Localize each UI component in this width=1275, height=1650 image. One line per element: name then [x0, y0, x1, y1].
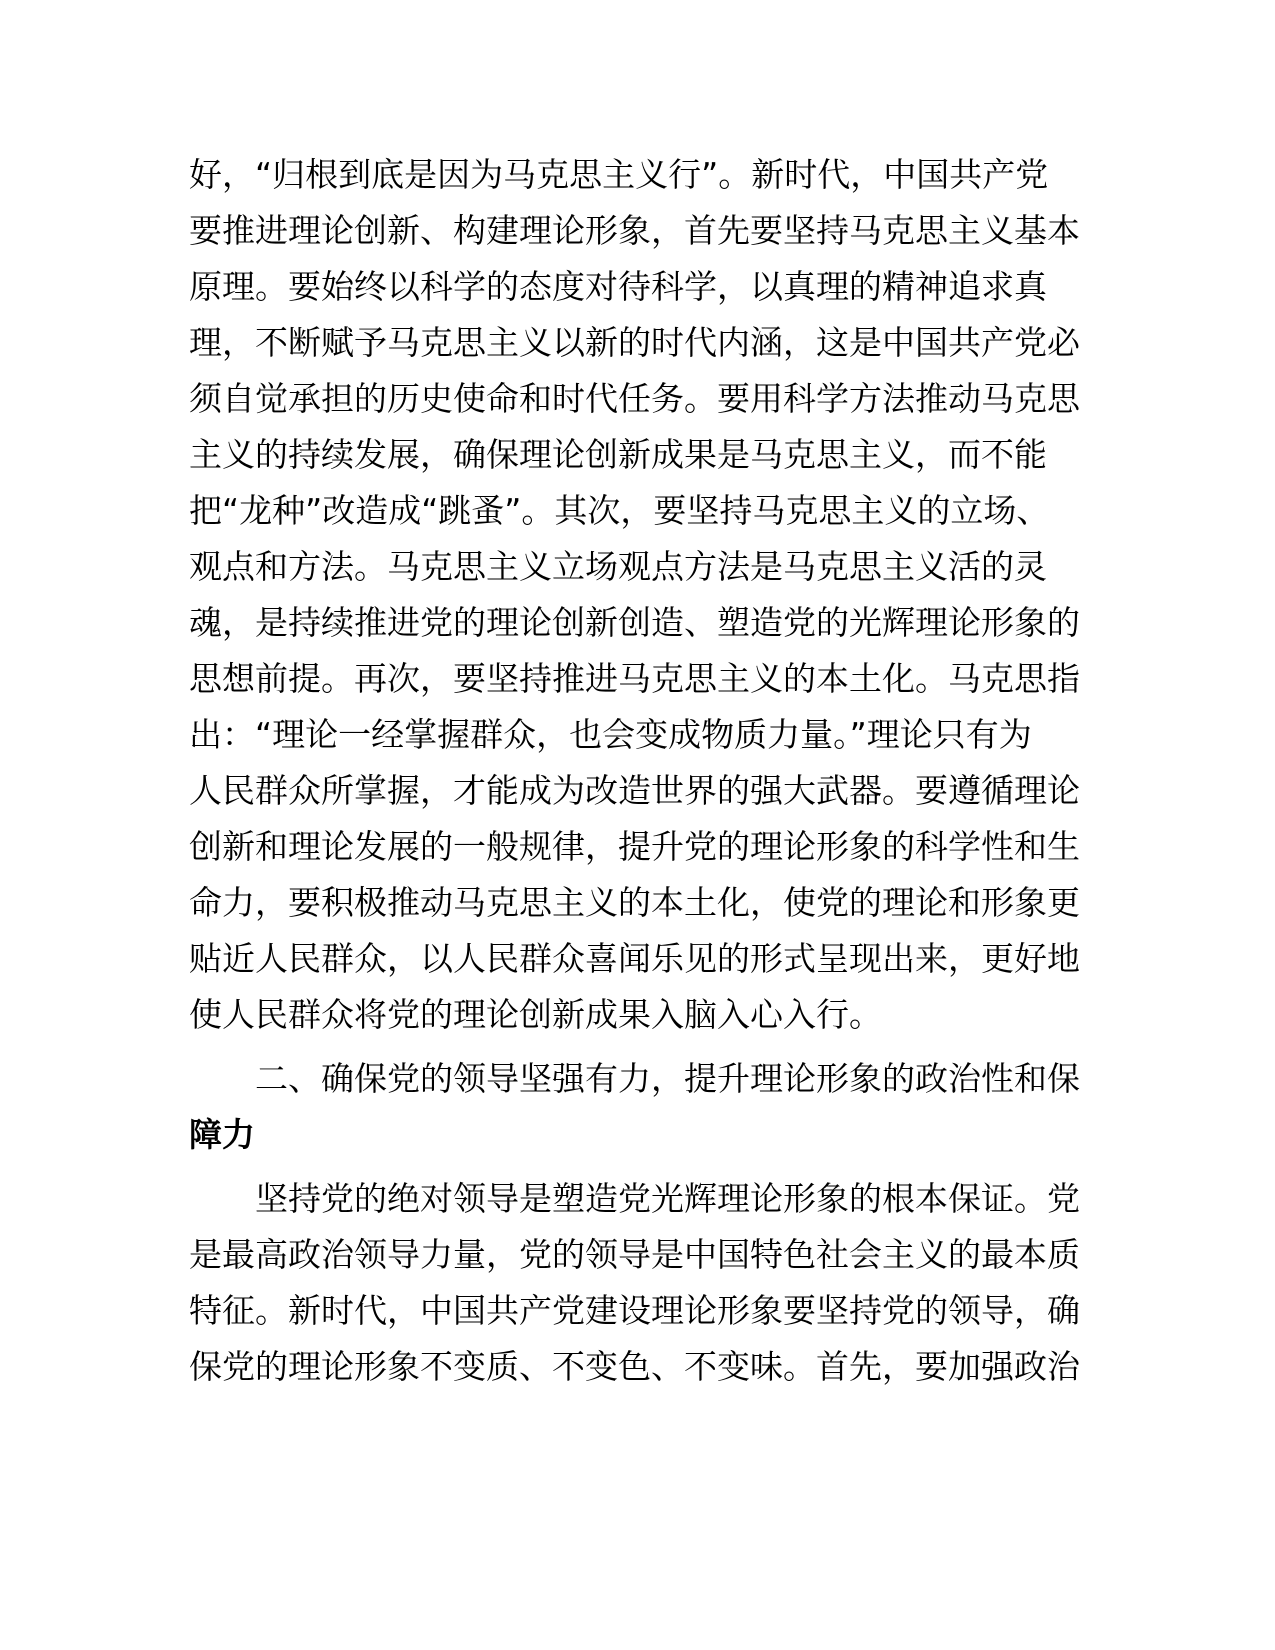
section-heading: 二、确保党的领导坚强有力，提升理论形象的政治性和保 — [189, 1059, 1080, 1098]
paragraph-line: 须自觉承担的历史使命和时代任务。要用科学方法推动马克思 — [189, 379, 1080, 418]
paragraph-line: 出：“理论一经掌握群众，也会变成物质力量。”理论只有为 — [189, 715, 1032, 754]
paragraph-line: 理，不断赋予马克思主义以新的时代内涵，这是中国共产党必 — [189, 323, 1080, 362]
paragraph-line: 原理。要始终以科学的态度对待科学，以真理的精神追求真 — [189, 267, 1047, 306]
paragraph-line: 把“龙种”改造成“跳蚤”。其次，要坚持马克思主义的立场、 — [189, 491, 1050, 530]
paragraph-line: 是最高政治领导力量，党的领导是中国特色社会主义的最本质 — [189, 1235, 1080, 1274]
paragraph-line: 魂，是持续推进党的理论创新创造、塑造党的光辉理论形象的 — [189, 603, 1080, 642]
paragraph-line: 命力，要积极推动马克思主义的本土化，使党的理论和形象更 — [189, 883, 1080, 922]
paragraph-line: 好，“归根到底是因为马克思主义行”。新时代，中国共产党 — [189, 155, 1049, 194]
paragraph-line: 观点和方法。马克思主义立场观点方法是马克思主义活的灵 — [189, 547, 1047, 586]
paragraph-line: 使人民群众将党的理论创新成果入脑入心入行。 — [189, 995, 882, 1034]
paragraph-line: 人民群众所掌握，才能成为改造世界的强大武器。要遵循理论 — [189, 771, 1080, 810]
paragraph-line: 特征。新时代，中国共产党建设理论形象要坚持党的领导，确 — [189, 1291, 1080, 1330]
paragraph-line: 要推进理论创新、构建理论形象，首先要坚持马克思主义基本 — [189, 211, 1080, 250]
paragraph-line: 贴近人民群众，以人民群众喜闻乐见的形式呈现出来，更好地 — [189, 939, 1080, 978]
paragraph-line: 保党的理论形象不变质、不变色、不变味。首先，要加强政治 — [189, 1347, 1080, 1386]
paragraph-line: 思想前提。再次，要坚持推进马克思主义的本土化。马克思指 — [189, 659, 1080, 698]
paragraph-line: 主义的持续发展，确保理论创新成果是马克思主义，而不能 — [189, 435, 1047, 474]
section-heading: 障力 — [189, 1115, 255, 1154]
paragraph-line: 创新和理论发展的一般规律，提升党的理论形象的科学性和生 — [189, 827, 1080, 866]
paragraph-line: 坚持党的绝对领导是塑造党光辉理论形象的根本保证。党 — [189, 1179, 1080, 1218]
